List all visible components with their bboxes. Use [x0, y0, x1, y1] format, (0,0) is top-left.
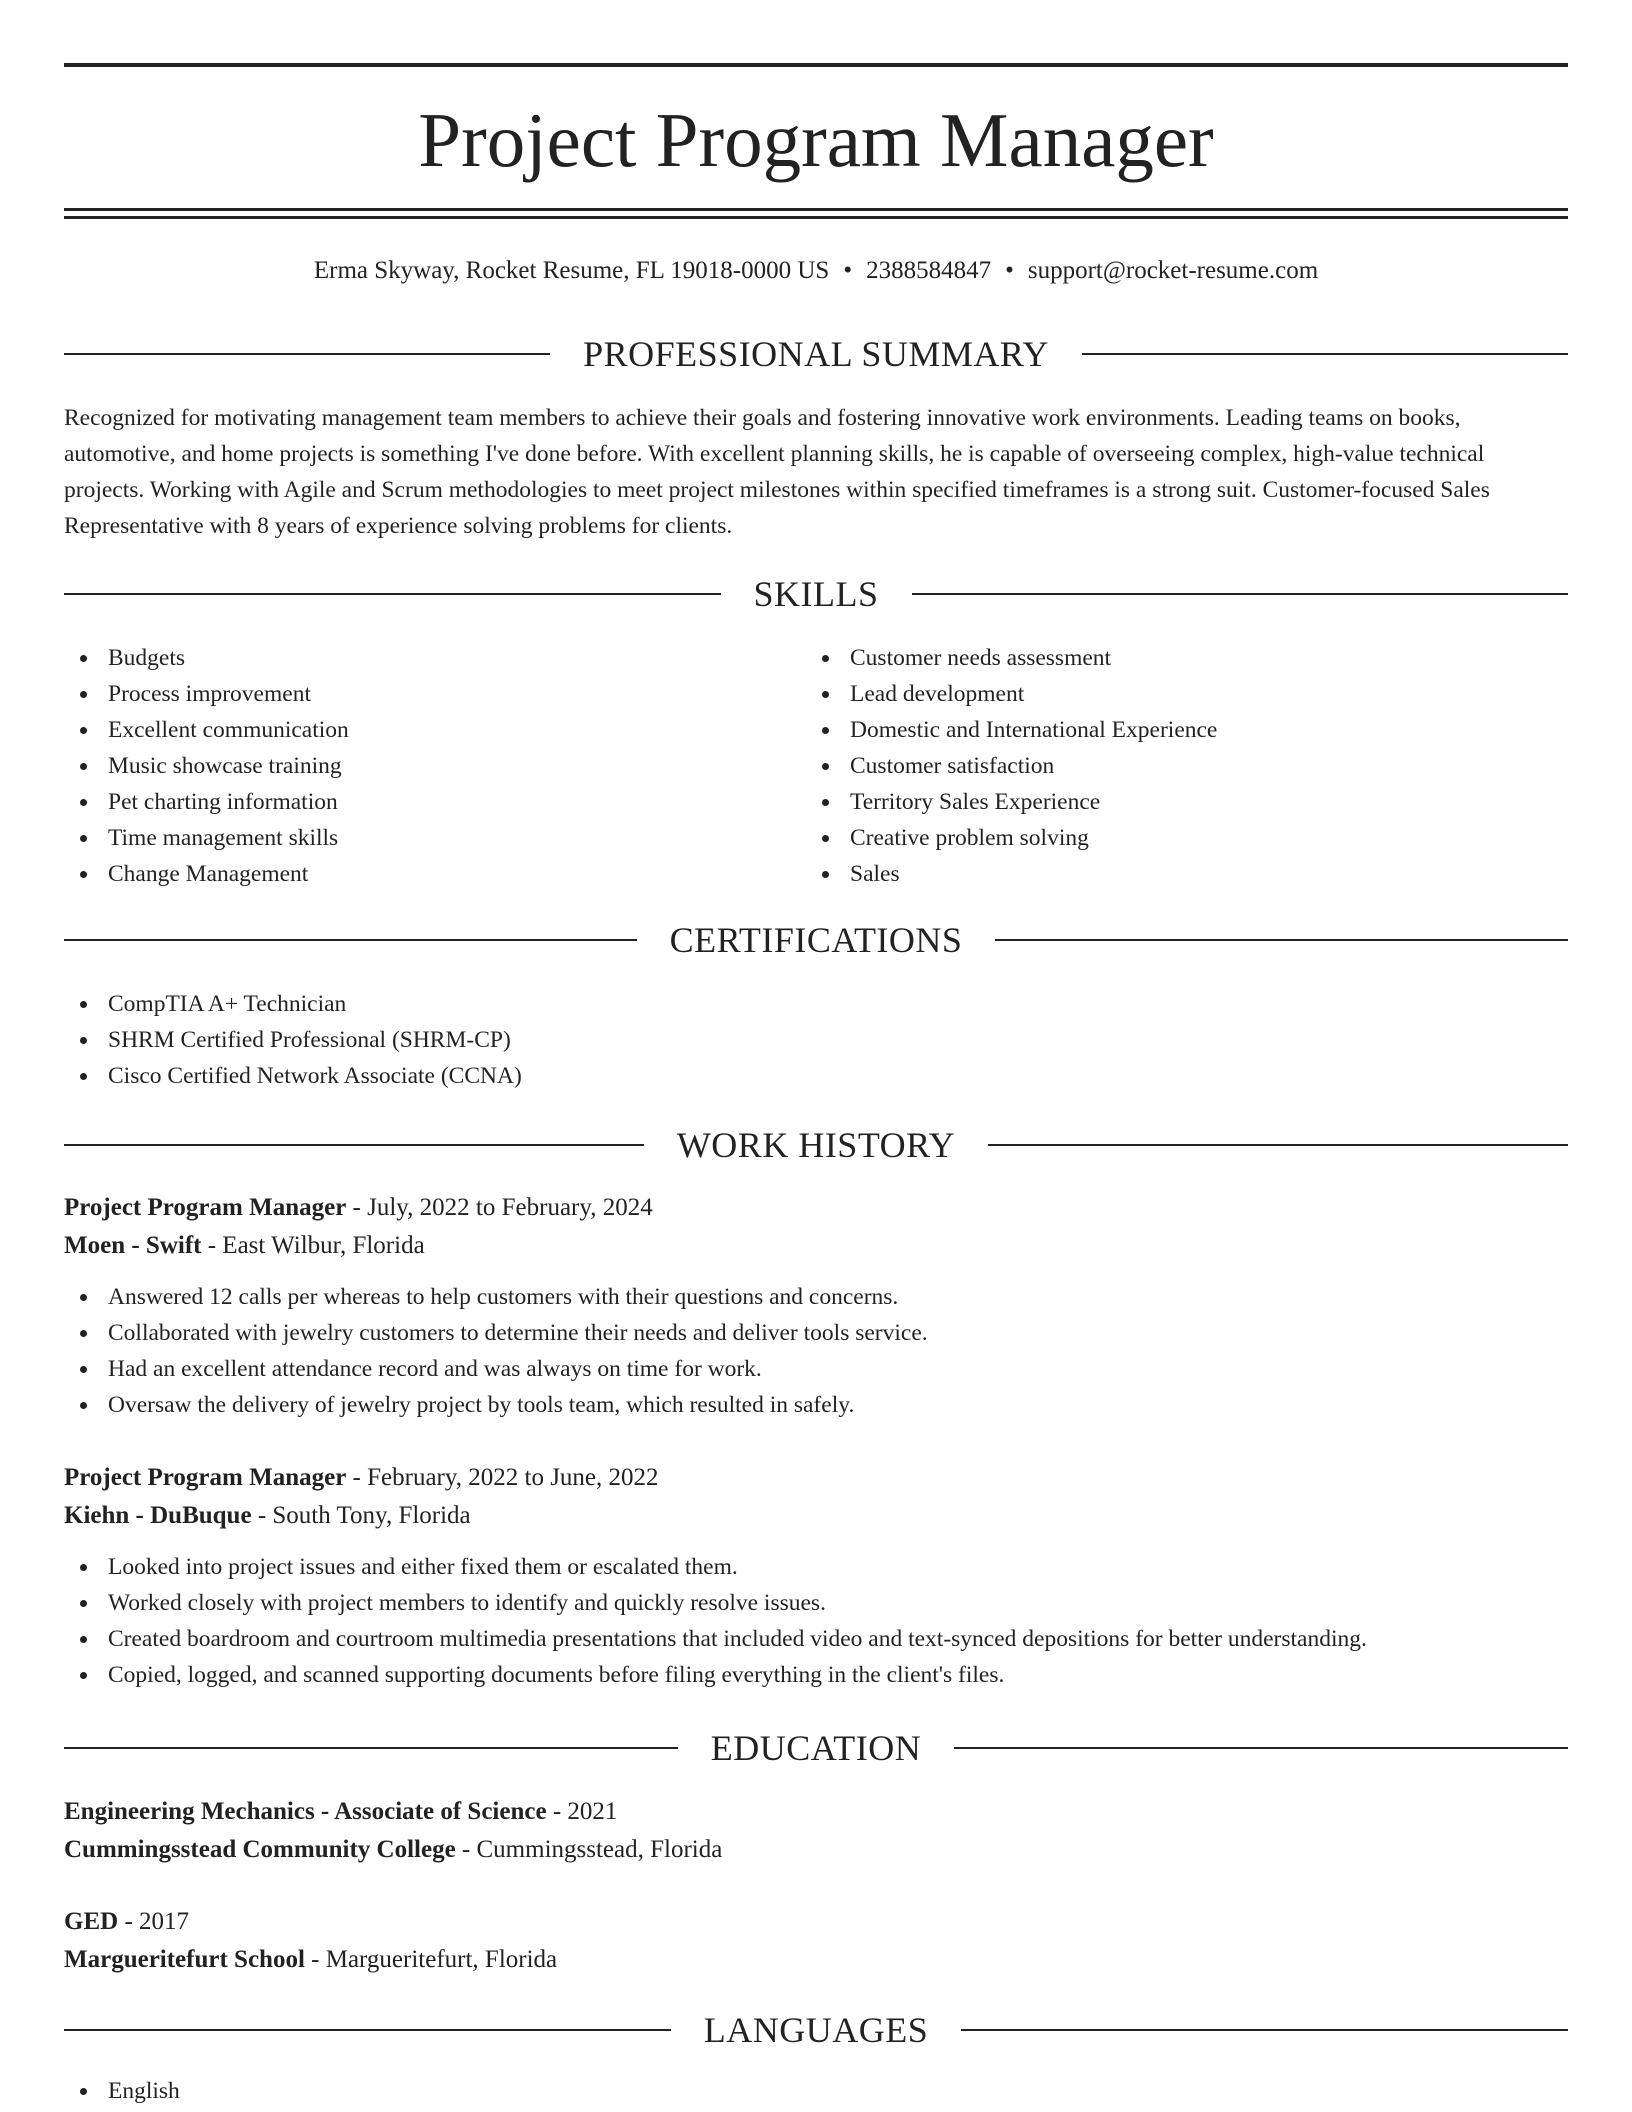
- job-company-line: [64, 1497, 1568, 1535]
- education-entry: [64, 1903, 1568, 1979]
- education-location: - Margueritefurt, Florida: [304, 1946, 558, 1973]
- job-location: - East Wilbur, Florida: [201, 1232, 425, 1259]
- education-heading-label: EDUCATION: [710, 1728, 922, 1768]
- skill-item: Budgets: [64, 640, 804, 676]
- education-degree: Engineering Mechanics - Associate of Science: [64, 1798, 547, 1825]
- job-dates: - February, 2022 to June, 2022: [346, 1464, 659, 1491]
- education-school-line: [64, 1941, 1568, 1979]
- job-dates: - July, 2022 to February, 2024: [346, 1194, 653, 1221]
- education-degree-line: [64, 1903, 1568, 1941]
- job-location: - South Tony, Florida: [251, 1502, 471, 1529]
- certifications-heading: [64, 918, 1568, 962]
- contact-address: Erma Skyway, Rocket Resume, FL 19018-0000 US: [313, 257, 830, 284]
- languages-heading-label: LANGUAGES: [703, 2010, 929, 2050]
- title-rule-lower: [64, 216, 1568, 219]
- job-entry: [64, 1459, 1568, 1693]
- job-title-line: [64, 1189, 1568, 1227]
- job-entry: [64, 1189, 1568, 1423]
- work-history-heading-label: WORK HISTORY: [676, 1125, 956, 1165]
- education-school-line: [64, 1831, 1568, 1869]
- title-rule-upper: [64, 208, 1568, 211]
- summary-text: Recognized for motivating management team members to achieve their goals and fostering innovative work environments. Leading teams on books, automotive, and home projects is something I've done before. With excellent planning skills, he is capable of overseeing complex, high-value technical projects. Working with Agile and Scrum methodologies to meet project milestones within specified timeframes is a strong suit. Customer-focused Sales Representative with 8 years of experience solving problems for clients.: [64, 405, 1490, 539]
- heading-rule-right: [988, 1144, 1568, 1146]
- skill-item: Process improvement: [64, 676, 804, 712]
- contact-separator: •: [843, 257, 853, 284]
- education-year: - 2021: [546, 1798, 618, 1825]
- job-duty: Worked closely with project members to identify and quickly resolve issues.: [64, 1585, 1568, 1621]
- skill-item: Customer needs assessment: [806, 640, 1566, 676]
- education-degree-line: [64, 1793, 1568, 1831]
- skill-item: Excellent communication: [64, 712, 804, 748]
- job-title: Project Program Manager: [64, 1464, 347, 1491]
- job-company: Kiehn - DuBuque: [64, 1502, 252, 1529]
- job-duty: Had an excellent attendance record and was always on time for work.: [64, 1351, 1568, 1387]
- contact-phone: 2388584847: [866, 257, 992, 284]
- job-duty: Oversaw the delivery of jewelry project by tools team, which resulted in safely.: [64, 1387, 1568, 1423]
- job-title: Project Program Manager: [64, 1194, 347, 1221]
- education-location: - Cummingsstead, Florida: [455, 1836, 723, 1863]
- certification-item: SHRM Certified Professional (SHRM-CP): [64, 1022, 1568, 1058]
- heading-rule-right: [1082, 353, 1568, 355]
- education-heading: [64, 1726, 1568, 1770]
- summary-heading: [64, 332, 1568, 376]
- certification-item: Cisco Certified Network Associate (CCNA): [64, 1058, 1568, 1094]
- skill-item: Domestic and International Experience: [806, 712, 1566, 748]
- certifications-list: [64, 986, 1568, 1094]
- languages-list: [64, 2073, 1568, 2109]
- job-duty: Answered 12 calls per whereas to help customers with their questions and concerns.: [64, 1279, 1568, 1315]
- job-title-line: [64, 1459, 1568, 1497]
- skill-item: Time management skills: [64, 820, 804, 856]
- skill-item: Creative problem solving: [806, 820, 1566, 856]
- skills-list-left: [64, 640, 804, 892]
- job-duties-list: [64, 1549, 1568, 1693]
- skill-item: Customer satisfaction: [806, 748, 1566, 784]
- heading-rule-left: [64, 2029, 671, 2031]
- language-item: English: [64, 2073, 1568, 2109]
- summary-heading-label: PROFESSIONAL SUMMARY: [583, 334, 1049, 374]
- work-history-heading: [64, 1123, 1568, 1167]
- heading-rule-right: [954, 1747, 1568, 1749]
- heading-rule-left: [64, 939, 637, 941]
- skill-item: Pet charting information: [64, 784, 804, 820]
- skills-heading: [64, 572, 1568, 616]
- job-company: Moen - Swift: [64, 1232, 202, 1259]
- job-duties-list: [64, 1279, 1568, 1423]
- skill-item: Lead development: [806, 676, 1566, 712]
- job-duty: Collaborated with jewelry customers to determine their needs and deliver tools service.: [64, 1315, 1568, 1351]
- languages-heading: [64, 2008, 1568, 2052]
- heading-rule-left: [64, 353, 550, 355]
- education-school: Margueritefurt School: [64, 1946, 305, 1973]
- contact-separator: •: [1005, 257, 1014, 284]
- skill-item: Change Management: [64, 856, 804, 892]
- heading-rule-left: [64, 1747, 678, 1749]
- skills-list-right: [806, 640, 1566, 892]
- heading-rule-left: [64, 1144, 644, 1146]
- education-year: - 2017: [118, 1908, 190, 1935]
- contact-line: [64, 254, 1568, 288]
- certification-item: CompTIA A+ Technician: [64, 986, 1568, 1022]
- job-duty: Copied, logged, and scanned supporting documents before filing everything in the client's files.: [64, 1657, 1568, 1693]
- education-entry: [64, 1793, 1568, 1869]
- job-duty: Created boardroom and courtroom multimedia presentations that included video and text-synced depositions for better understanding.: [64, 1621, 1568, 1657]
- skill-item: Sales: [806, 856, 1566, 892]
- certifications-heading-label: CERTIFICATIONS: [669, 920, 963, 960]
- job-company-line: [64, 1227, 1568, 1265]
- heading-rule-right: [912, 593, 1569, 595]
- heading-rule-left: [64, 593, 721, 595]
- education-degree: GED: [64, 1908, 119, 1935]
- heading-rule-right: [995, 939, 1568, 941]
- skill-item: Music showcase training: [64, 748, 804, 784]
- education-school: Cummingsstead Community College: [64, 1836, 456, 1863]
- heading-rule-right: [961, 2029, 1568, 2031]
- top-rule: [64, 63, 1568, 67]
- resume-title: Project Program Manager: [418, 97, 1214, 183]
- job-duty: Looked into project issues and either fixed them or escalated them.: [64, 1549, 1568, 1585]
- skills-heading-label: SKILLS: [753, 574, 879, 614]
- contact-email: support@rocket-resume.com: [1027, 257, 1319, 284]
- skill-item: Territory Sales Experience: [806, 784, 1566, 820]
